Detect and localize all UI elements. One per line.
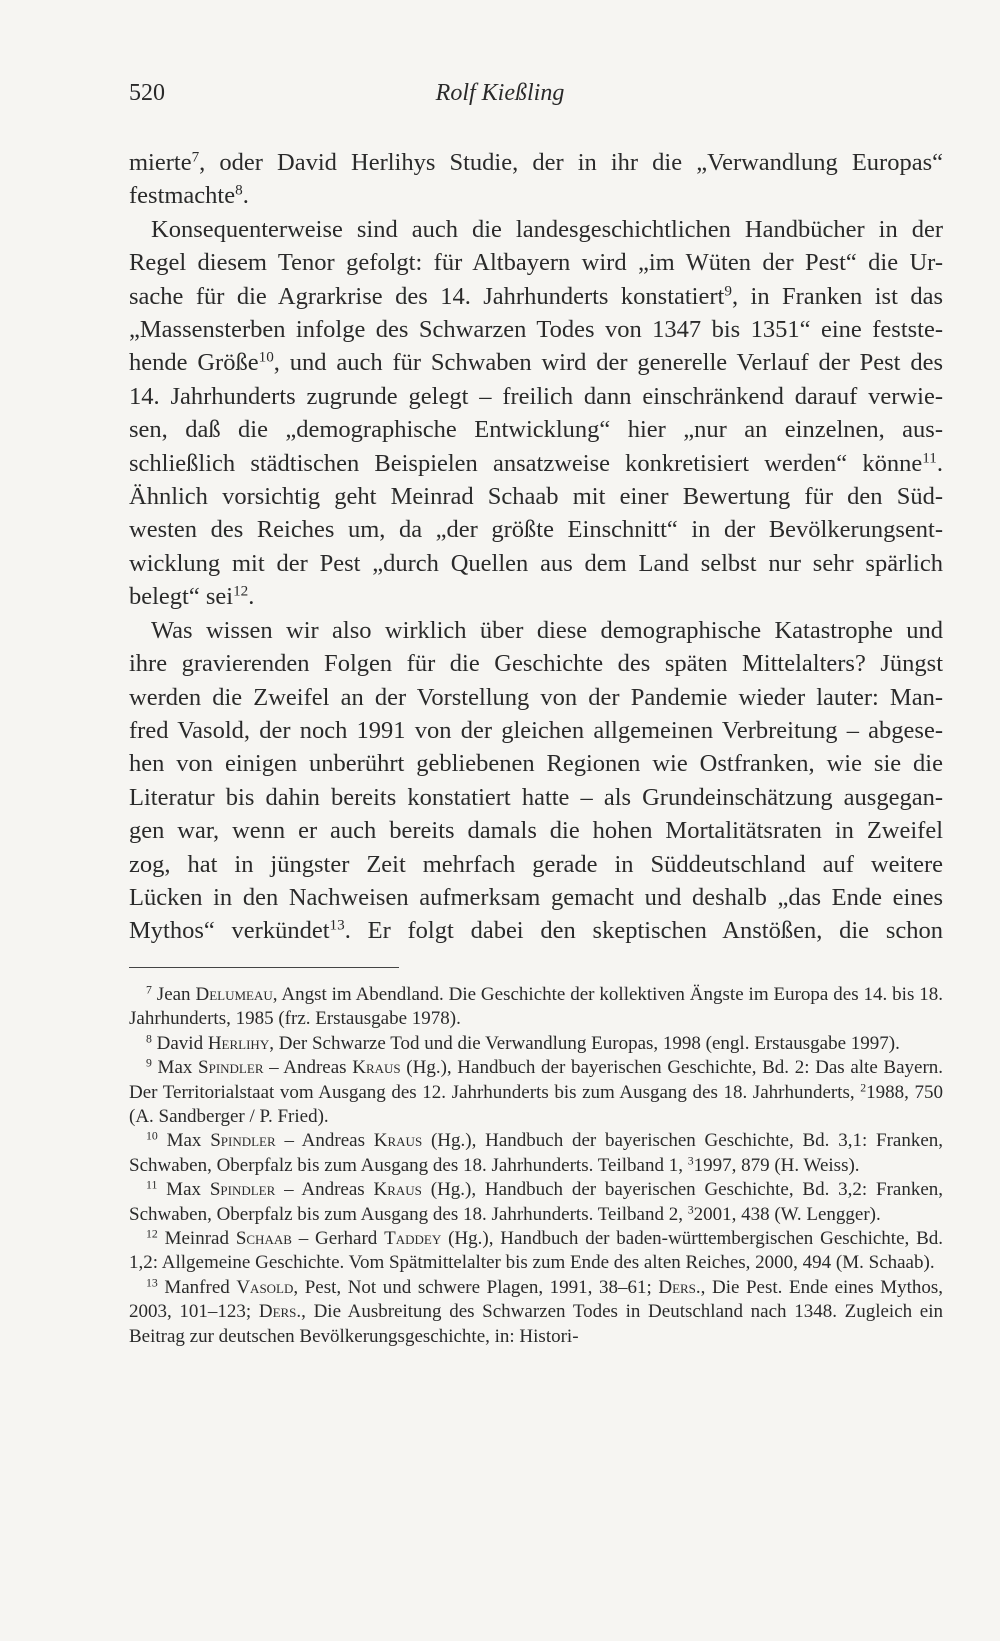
text-line: [129, 246, 943, 279]
note-reference: 3: [687, 1154, 694, 1168]
text-run: sen, daß die „demographische Entwicklung“ hier „nur an einzelnen, aus-: [129, 416, 943, 444]
text-line: [129, 146, 943, 179]
text-run: fred Vasold, der noch 1991 von der gleichen allgemeinen Verbreitung – abgese-: [129, 716, 943, 744]
footnote-number: 12: [146, 1227, 158, 1241]
text-run: wicklung mit der Pest „durch Quellen aus dem Land selbst nur sehr spärlich: [129, 549, 943, 577]
text-run: (Hg.), Handbuch der baden-württembergischen Geschichte, Bd. 1,2: Allgemeine Geschichte. Vom Spätmittelalter bis zum Ende des alten Reiches, 2000, 494 (M. Schaab).: [129, 1228, 944, 1274]
footnote-number: 11: [146, 1178, 158, 1192]
text-line: [129, 914, 943, 947]
footnote: [129, 983, 943, 1032]
text-run: , Die Ausbreitung des Schwarzen Todes in Deutschland nach 1348. Zugleich ein Beitrag zur deutschen Bevölkerungsgeschichte, in: Histori-: [129, 1301, 943, 1347]
text-line: [129, 380, 943, 413]
text-run: 1988, 750 (A. Sandberger / P. Fried).: [129, 1081, 943, 1128]
note-reference: 11: [922, 449, 937, 467]
text-run: – Andreas: [263, 1057, 353, 1079]
note-reference: 12: [233, 582, 249, 600]
note-reference: 10: [258, 349, 274, 367]
text-run: hende Größe: [129, 349, 259, 377]
text-run: Manfred: [164, 1276, 237, 1298]
text-line: [129, 547, 943, 580]
text-run: (Hg.), Handbuch der bayerischen Geschichte, Bd. 2: Das alte Bayern. Der Territorialstaat vom Ausgang des 12. Jahrhunderts bis zum Ausgang des 18. Jahrhunderts,: [129, 1057, 944, 1103]
text-line: [129, 848, 943, 881]
text-run: (Hg.), Handbuch der bayerischen Geschichte, Bd. 3,2: Franken, Schwaben, Oberpfalz bis zum Ausgang des 18. Jahrhunderts. Teilband 2,: [129, 1179, 944, 1225]
text-run: ihre gravierenden Folgen für die Geschichte des späten Mittelalters? Jüngst: [129, 650, 943, 678]
text-run: werden die Zweifel an der Vorstellung von der Pandemie wieder lauter: Man-: [129, 683, 943, 711]
note-reference: 2: [860, 1081, 867, 1095]
running-head: Rolf Kießling: [435, 80, 565, 106]
page-number: 520: [129, 80, 165, 106]
footnote: [129, 1129, 943, 1178]
author-name: Vasold: [236, 1276, 294, 1298]
text-run: Max: [166, 1130, 211, 1152]
text-run: Mythos“ verkündet: [129, 917, 330, 945]
text-run: Literatur bis dahin bereits konstatiert hatte – als Grundeinschätzung ausgegan-: [129, 783, 943, 811]
page-header: [0, 80, 1000, 116]
footnotes: [129, 983, 943, 1349]
text-line: [129, 647, 943, 680]
text-run: Meinrad: [164, 1228, 236, 1250]
text-line: [129, 313, 943, 346]
text-run: Ähnlich vorsichtig geht Meinrad Schaab mit einer Bewertung für den Süd-: [129, 483, 943, 511]
text-run: – Andreas: [275, 1130, 374, 1152]
text-run: , in Franken ist das: [731, 282, 943, 310]
note-reference: 8: [235, 182, 243, 200]
footnote-number: 10: [146, 1129, 158, 1143]
text-run: hen von einigen unberührt gebliebenen Regionen wie Ostfranken, wie sie die: [129, 750, 943, 778]
author-name: Kraus: [352, 1057, 401, 1079]
author-name: Herlihy: [207, 1032, 270, 1054]
author-name: Spindler: [198, 1057, 264, 1079]
footnote-number: 7: [146, 983, 152, 997]
note-reference: 7: [191, 148, 200, 166]
footnote-number: 13: [146, 1276, 158, 1290]
text-run: 2001, 438 (W. Lengger).: [693, 1203, 881, 1225]
author-name: Taddey: [384, 1228, 442, 1250]
text-run: (Hg.), Handbuch der bayerischen Geschichte, Bd. 3,1: Franken, Schwaben, Oberpfalz bis zum Ausgang des 18. Jahrhunderts. Teilband 1,: [129, 1130, 944, 1176]
footnote: [129, 1227, 943, 1276]
note-reference: 9: [724, 282, 732, 300]
text-line: [129, 280, 943, 313]
text-line: [129, 714, 943, 747]
text-run: , Angst im Abendland. Die Geschichte der kollektiven Ängste im Europa des 14. bis 18. Jahrhunderts, 1985 (frz. Erstausgabe 1978).: [129, 984, 943, 1030]
note-reference: 13: [329, 917, 345, 934]
footnote-divider: [129, 967, 399, 968]
author-name: Ders.: [258, 1301, 302, 1323]
text-line: [129, 346, 943, 379]
text-run: Max: [166, 1179, 210, 1201]
text-line: [129, 513, 943, 546]
text-run: . Er folgt dabei den skeptischen Anstößen, die schon: [344, 917, 943, 945]
text-run: sache für die Agrarkrise des 14. Jahrhunderts konstatiert: [129, 282, 725, 310]
footnote: [129, 1178, 943, 1227]
text-run: Max: [157, 1057, 199, 1079]
text-run: „Massensterben infolge des Schwarzen Todes von 1347 bis 1351“ eine festste-: [129, 316, 943, 344]
footnote: [129, 1276, 943, 1349]
footnote: [129, 1056, 943, 1129]
text-run: .: [248, 583, 255, 611]
text-run: , Der Schwarze Tod und die Verwandlung Europas, 1998 (engl. Erstausgabe 1997).: [269, 1032, 900, 1054]
author-name: Ders.: [658, 1276, 701, 1298]
text-line: [129, 814, 943, 847]
text-run: 14. Jahrhunderts zugrunde gelegt – freilich dann einschränkend darauf verwie-: [129, 382, 943, 410]
text-line: [129, 781, 943, 814]
author-name: Schaab: [235, 1228, 292, 1250]
text-line: [129, 747, 943, 780]
text-run: westen des Reiches um, da „der größte Einschnitt“ in der Bevölkerungsent-: [129, 516, 943, 544]
text-run: .: [936, 449, 943, 477]
text-line: [129, 614, 943, 647]
text-run: gen war, wenn er auch bereits damals die hohen Mortalitätsraten in Zweifel: [129, 817, 943, 845]
text-line: [129, 881, 943, 914]
text-run: Was wissen wir also wirklich über diese demographische Katastrophe und: [151, 616, 943, 644]
text-line: [129, 447, 943, 480]
text-run: .: [242, 182, 249, 210]
text-run: Lücken in den Nachweisen aufmerksam gemacht und deshalb „das Ende eines: [129, 883, 943, 911]
footnote: [129, 1032, 943, 1056]
text-line: [129, 480, 943, 513]
text-run: 1997, 879 (H. Weiss).: [693, 1154, 860, 1176]
text-run: – Andreas: [275, 1179, 374, 1201]
body-text: [129, 146, 943, 948]
author-name: Spindler: [210, 1130, 276, 1152]
author-name: Spindler: [209, 1179, 276, 1201]
author-name: Delumeau: [195, 984, 273, 1005]
text-line: [129, 179, 943, 212]
footnote-number: 8: [146, 1032, 152, 1046]
text-run: – Gerhard: [291, 1228, 385, 1250]
text-line: [129, 681, 943, 714]
text-run: festmachte: [129, 182, 236, 210]
text-line: [129, 580, 943, 613]
text-run: Regel diesem Tenor gefolgt: für Altbayern wird „im Wüten der Pest“ die Ur-: [129, 249, 943, 277]
text-run: , und auch für Schwaben wird der generelle Verlauf der Pest des: [273, 349, 943, 377]
footnote-number: 9: [146, 1056, 152, 1070]
text-run: David: [156, 1032, 208, 1054]
author-name: Kraus: [373, 1130, 423, 1152]
text-line: [129, 413, 943, 446]
text-run: Jean: [156, 984, 196, 1005]
text-run: , Die Pest. Ende eines Mythos, 2003, 101–123;: [129, 1276, 944, 1323]
text-run: belegt“ sei: [129, 583, 234, 611]
text-run: Konsequenterweise sind auch die landesgeschichtlichen Handbücher in der: [151, 215, 943, 243]
text-run: schließlich städtischen Beispielen ansatzweise konkretisiert werden“ könne: [129, 449, 923, 477]
text-run: mierte: [129, 149, 192, 176]
note-reference: 3: [687, 1203, 694, 1217]
text-run: zog, hat in jüngster Zeit mehrfach gerade in Süddeutschland auf weitere: [129, 850, 943, 878]
text-run: , Pest, Not und schwere Plagen, 1991, 38–61;: [293, 1276, 659, 1298]
author-name: Kraus: [373, 1179, 422, 1201]
text-run: , oder David Herlihys Studie, der in ihr die „Verwandlung Europas“: [199, 149, 943, 176]
text-line: [129, 213, 943, 246]
